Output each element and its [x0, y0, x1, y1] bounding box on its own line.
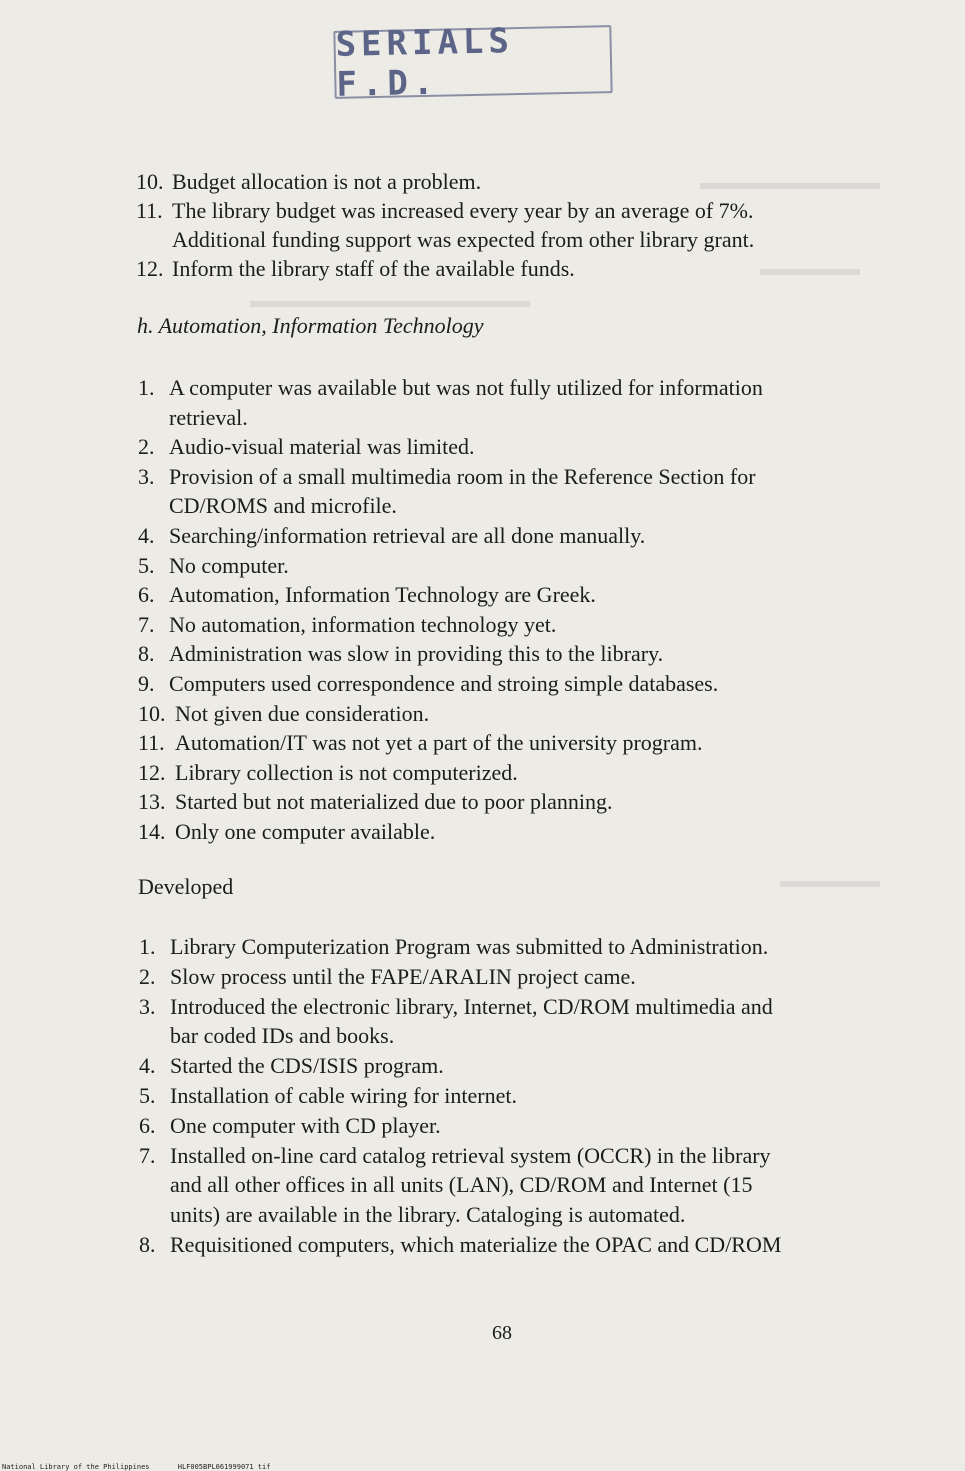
item-text: Provision of a small multimedia room in the Reference Section for [169, 463, 756, 489]
item-text: Administration was slow in providing this to the library. [169, 641, 664, 667]
bleed-through: ▬▬▬▬▬▬▬▬▬ [700, 172, 880, 194]
item-number: 11. [138, 730, 165, 756]
item-number: 4. [139, 1053, 156, 1079]
developed-heading: Developed [138, 874, 234, 899]
serials-stamp [333, 21, 612, 105]
item-number: 2. [139, 963, 156, 989]
scan-footer [2, 1463, 294, 1471]
item-text: units) are available in the library. Cataloging is automated. [170, 1202, 686, 1228]
section-h-heading: h. Automation, Information Technology [137, 313, 484, 338]
item-number: 12. [136, 256, 164, 281]
stamp-text: SERIALS F.D. [335, 21, 515, 105]
item-number: 8. [138, 641, 155, 667]
item-text: Started the CDS/ISIS program. [170, 1053, 444, 1079]
item-text: Not given due consideration. [175, 700, 430, 726]
item-number: 8. [139, 1232, 156, 1257]
item-text: Automation, Information Technology are Greek. [169, 582, 596, 608]
bleed-through: ▬▬▬▬▬ [760, 258, 860, 280]
bleed-through: ▬▬▬▬▬ [780, 870, 880, 892]
item-number: 1. [138, 375, 155, 400]
item-text: Installation of cable wiring for internet. [170, 1083, 517, 1108]
item-number: 2. [138, 434, 155, 460]
item-text: Slow process until the FAPE/ARALIN project came. [170, 963, 636, 989]
item-text: Requisitioned computers, which materialize the OPAC and CD/ROM [170, 1232, 782, 1257]
item-text: Automation/IT was not yet a part of the university program. [175, 730, 703, 756]
item-text: CD/ROMS and microfile. [169, 493, 397, 519]
bleed-through: ▬▬▬▬▬▬▬▬▬▬▬▬▬▬ [250, 290, 530, 312]
item-text: Library Computerization Program was submitted to Administration. [170, 934, 769, 959]
item-number: 5. [138, 552, 155, 578]
item-text: Computers used correspondence and stroing simple databases. [169, 671, 719, 696]
item-number: 10. [136, 169, 164, 194]
item-number: 14. [138, 819, 166, 844]
item-text: bar coded IDs and books. [170, 1023, 395, 1049]
footer-library: National Library of the Philippines [2, 1463, 150, 1471]
item-number: 13. [138, 789, 166, 815]
item-number: 6. [139, 1112, 156, 1138]
item-text: Library collection is not computerized. [175, 759, 518, 785]
item-text: Started but not materialized due to poor planning. [175, 789, 613, 815]
item-text: Inform the library staff of the available funds. [172, 256, 575, 281]
item-number: 7. [139, 1142, 156, 1168]
item-number: 11. [136, 198, 163, 223]
item-number: 7. [138, 611, 155, 637]
item-text: retrieval. [169, 404, 248, 430]
item-number: 9. [138, 671, 155, 696]
item-text: One computer with CD player. [170, 1112, 441, 1138]
item-number: 10. [138, 700, 166, 726]
item-text: Audio-visual material was limited. [169, 434, 475, 460]
item-text: A computer was available but was not fully utilized for information [169, 375, 763, 400]
footer-file: HLF005BPL061999071 tif [177, 1463, 271, 1471]
item-number: 3. [139, 993, 156, 1019]
item-number: 4. [138, 523, 155, 548]
item-text: Additional funding support was expected from other library grant. [172, 227, 755, 252]
page-number: 68 [492, 1322, 512, 1344]
item-text: Installed on-line card catalog retrieval system (OCCR) in the library [170, 1142, 771, 1168]
item-text: No automation, information technology yet. [169, 611, 557, 637]
item-number: 12. [138, 759, 166, 785]
item-text: Only one computer available. [175, 819, 436, 844]
item-number: 6. [138, 582, 155, 608]
item-text: Searching/information retrieval are all done manually. [169, 523, 646, 548]
item-number: 1. [139, 934, 156, 959]
item-number: 5. [139, 1083, 156, 1108]
item-text: Introduced the electronic library, Internet, CD/ROM multimedia and [170, 993, 773, 1019]
item-number: 3. [138, 463, 155, 489]
item-text: and all other offices in all units (LAN), CD/ROM and Internet (15 [170, 1172, 753, 1198]
item-text: Budget allocation is not a problem. [172, 169, 482, 194]
item-text: No computer. [169, 552, 289, 578]
item-text: The library budget was increased every year by an average of 7%. [172, 198, 754, 223]
